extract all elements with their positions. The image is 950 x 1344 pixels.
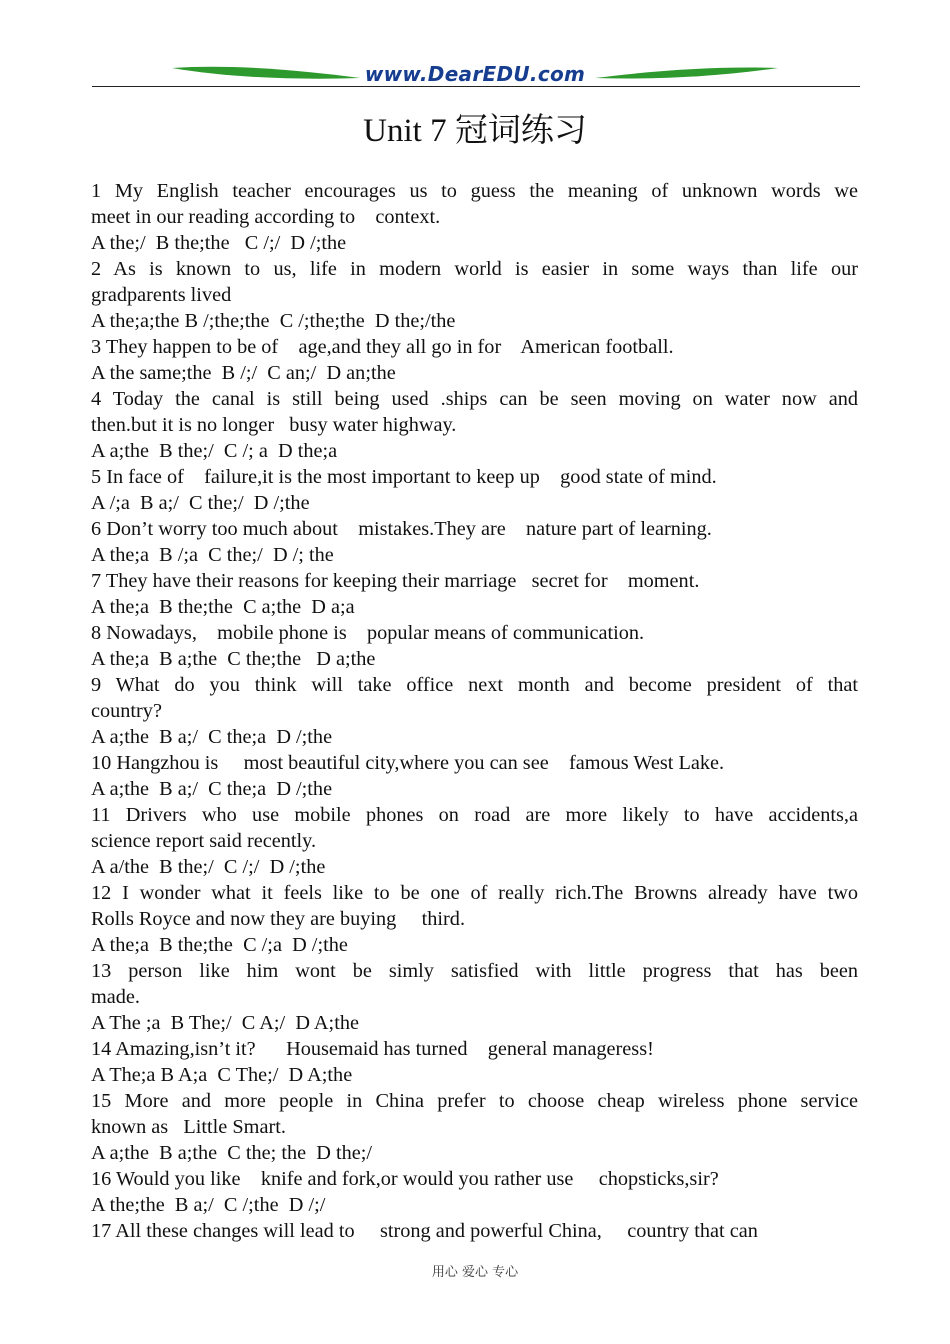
question-item [91,672,858,750]
question-text-line: 9 What do you think will take office next month and become president of that [91,674,858,696]
question-item [91,802,858,880]
right-swoosh-icon [595,67,778,78]
answer-options: A the;a B the;the C /;a D /;the [91,934,348,956]
question-text-line: gradparents lived [91,284,232,306]
answer-options: A the;a B a;the C the;the D a;the [91,648,376,670]
answer-options: A the;a B the;the C a;the D a;a [91,596,355,618]
question-text-line: 5 In face of failure,it is the most important to keep up good state of mind. [91,466,717,488]
question-text-line: 12 I wonder what it feels like to be one of really rich.The Browns already have two [91,882,858,904]
question-list [91,178,858,1244]
question-text-line: meet in our reading according to context. [91,206,441,228]
answer-options: A a;the B a;the C the; the D the;/ [91,1142,373,1164]
question-item [91,880,858,958]
question-item [91,958,858,1036]
question-text-line: then.but it is no longer busy water highway. [91,414,457,436]
left-swoosh-icon [172,67,360,79]
question-item [91,386,858,464]
question-item [91,568,858,620]
answer-options: A the;/ B the;the C /;/ D /;the [91,232,347,254]
question-item [91,178,858,256]
answer-options: A The;a B A;a C The;/ D A;the [91,1064,353,1086]
answer-options: A The ;a B The;/ C A;/ D A;the [91,1012,359,1034]
site-logo-text: www.DearEDU.com [364,62,586,86]
question-text-line: 1 My English teacher encourages us to guess the meaning of unknown words we [91,180,858,202]
question-text-line: Rolls Royce and now they are buying third. [91,908,466,930]
question-text-line: 14 Amazing,isn’t it? Housemaid has turned general manageress! [91,1038,654,1060]
question-text-line: 16 Would you like knife and fork,or would you rather use chopsticks,sir? [91,1168,719,1190]
question-item [91,464,858,516]
question-text-line: 17 All these changes will lead to strong and powerful China, country that can [91,1220,758,1242]
answer-options: A a;the B a;/ C the;a D /;the [91,726,333,748]
question-text-line: 4 Today the canal is still being used .ships can be seen moving on water now and [91,388,858,410]
question-text-line: science report said recently. [91,830,317,852]
question-text-line: 11 Drivers who use mobile phones on road are more likely to have accidents,a [91,804,858,826]
question-item [91,1036,858,1088]
question-text-line: country? [91,700,162,722]
question-text-line: 2 As is known to us, life in modern world is easier in some ways than life our [91,258,858,280]
page-title: Unit 7 冠词练习 [363,113,587,149]
answer-options: A a;the B the;/ C /; a D the;a [91,440,338,462]
question-item [91,516,858,568]
question-item [91,1166,858,1218]
answer-options: A a;the B a;/ C the;a D /;the [91,778,333,800]
question-text-line: 6 Don’t worry too much about mistakes.They are nature part of learning. [91,518,712,540]
question-item [91,750,858,802]
page-footer: 用心 爱心 专心 [431,1265,519,1280]
question-text-line: 3 They happen to be of age,and they all go in for American football. [91,336,674,358]
answer-options: A the same;the B /;/ C an;/ D an;the [91,362,396,384]
answer-options: A the;the B a;/ C /;the D /;/ [91,1194,326,1216]
question-text-line: 15 More and more people in China prefer to choose cheap wireless phone service [91,1090,858,1112]
answer-options: A the;a;the B /;the;the C /;the;the D the;/the [91,310,456,332]
header-rule [92,86,860,87]
question-item [91,1218,858,1244]
question-item [91,620,858,672]
question-text-line: 10 Hangzhou is most beautiful city,where you can see famous West Lake. [91,752,725,774]
answer-options: A /;a B a;/ C the;/ D /;the [91,492,310,514]
question-item [91,334,858,386]
answer-options: A the;a B /;a C the;/ D /; the [91,544,334,566]
question-text-line: 8 Nowadays, mobile phone is popular means of communication. [91,622,645,644]
answer-options: A a/the B the;/ C /;/ D /;the [91,856,326,878]
question-item [91,1088,858,1166]
question-text-line: known as Little Smart. [91,1116,286,1138]
question-text-line: 13 person like him wont be simly satisfied with little progress that has been [91,960,858,982]
question-text-line: 7 They have their reasons for keeping their marriage secret for moment. [91,570,700,592]
question-item [91,256,858,334]
question-text-line: made. [91,986,140,1008]
